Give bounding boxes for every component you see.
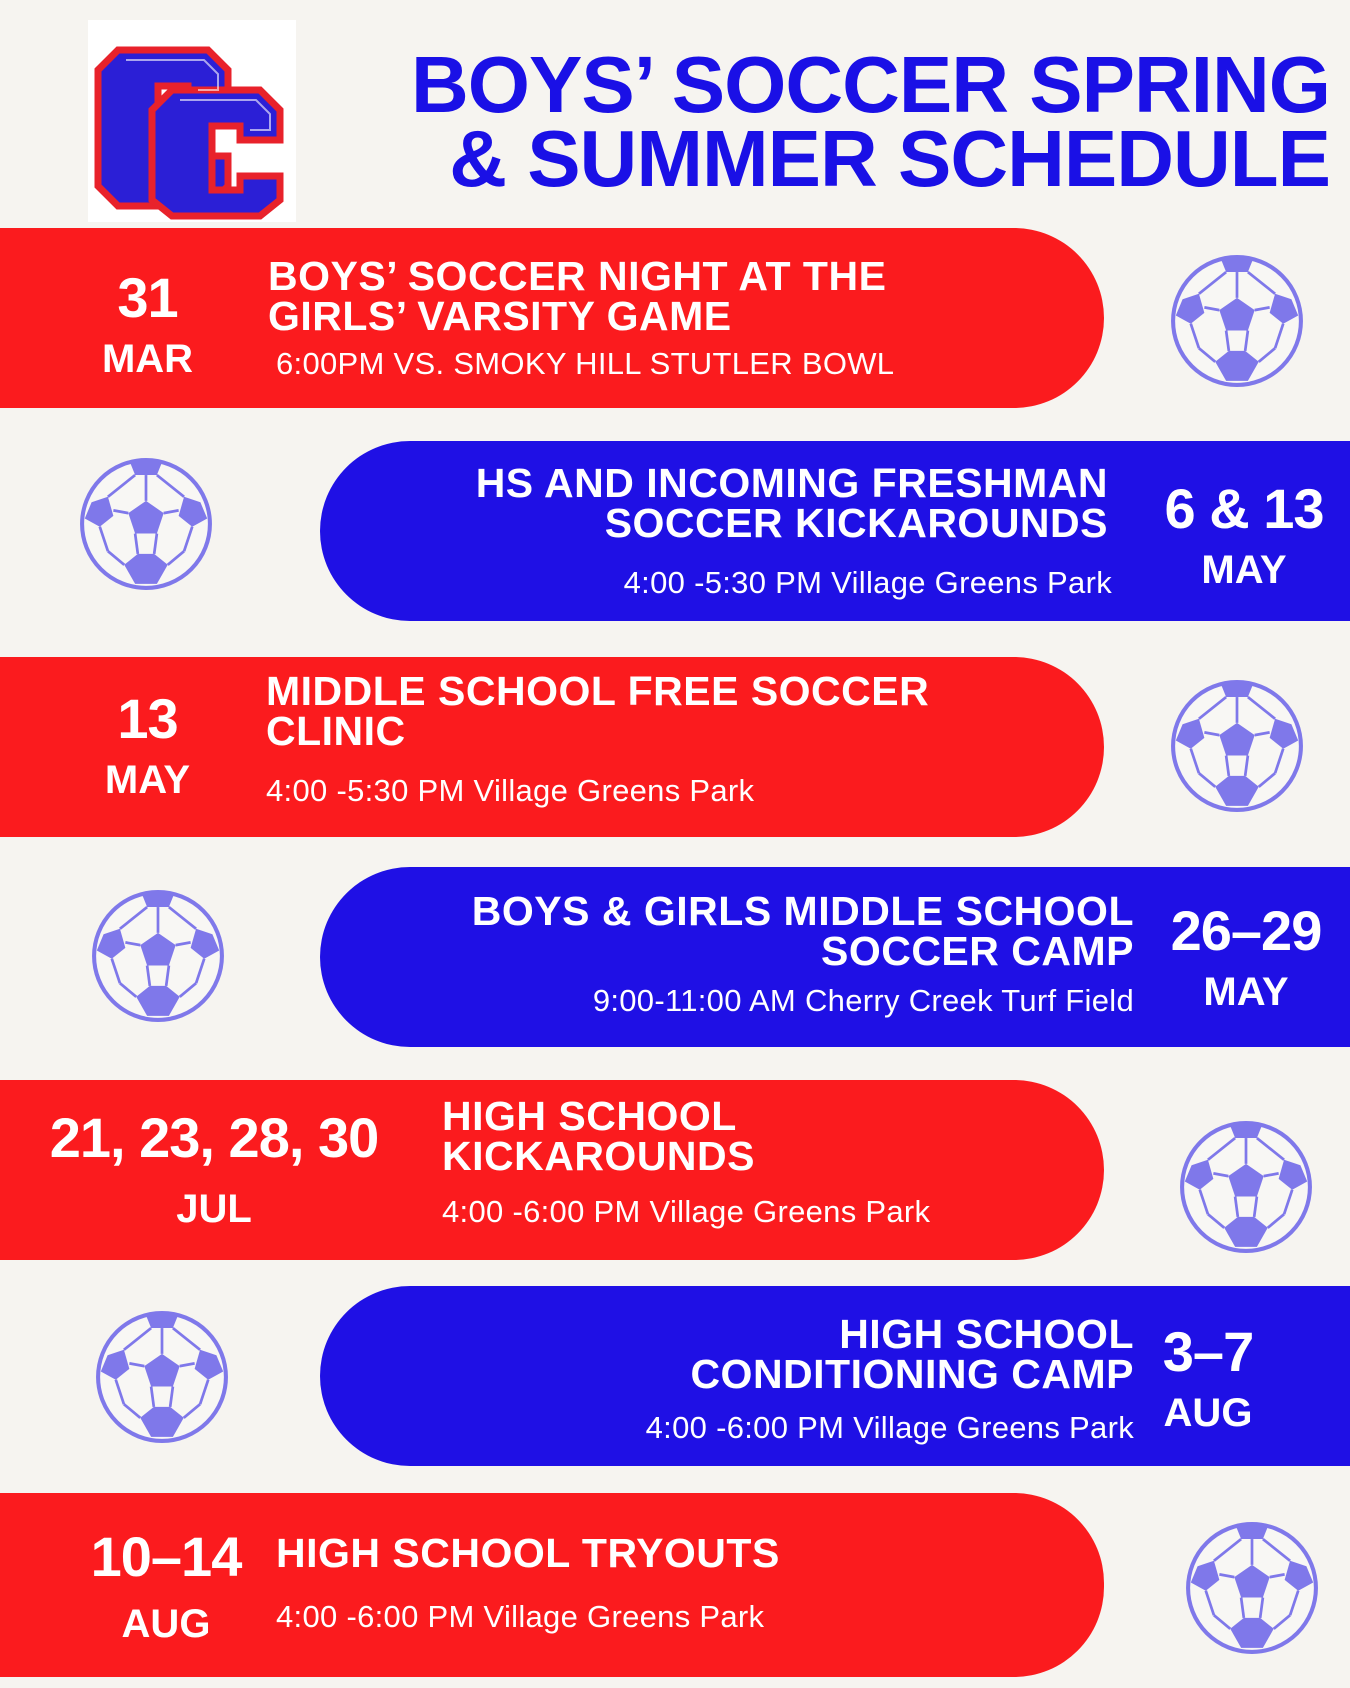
event-name-line-2: CONDITIONING CAMP	[690, 1351, 1134, 1397]
event-name-line-1: HS AND INCOMING FRESHMAN	[475, 460, 1108, 506]
event-name-line-1: MIDDLE SCHOOL FREE SOCCER	[266, 668, 930, 714]
event-banner-7	[0, 1493, 1104, 1677]
soccer-ball-icon	[1184, 1520, 1320, 1656]
event-day: 3–7	[1162, 1320, 1254, 1383]
event-day: 6 & 13	[1164, 477, 1324, 540]
event-details	[471, 888, 1134, 1019]
event-info: 4:00 -5:30 PM Village Greens Park	[266, 773, 755, 808]
event-info: 4:00 -6:00 PM Village Greens Park	[645, 1410, 1134, 1445]
event-name-line-2: CLINIC	[266, 708, 406, 754]
event-month: MAR	[101, 337, 194, 381]
event-details	[266, 668, 930, 809]
event-info: 4:00 -5:30 PM Village Greens Park	[623, 565, 1112, 600]
event-banner-6	[320, 1286, 1350, 1466]
event-info: 6:00PM VS. SMOKY HILL STUTLER BOWL	[276, 346, 895, 381]
event-banner-4	[320, 867, 1350, 1047]
event-name-line-1: HIGH SCHOOL TRYOUTS	[276, 1530, 780, 1576]
soccer-ball-icon	[1178, 1119, 1314, 1255]
event-banner-5	[0, 1080, 1104, 1260]
event-day: 26–29	[1170, 899, 1322, 962]
school-logo	[88, 20, 296, 222]
event-month: MAY	[1201, 548, 1287, 592]
event-date	[1144, 479, 1344, 593]
event-banner-2	[320, 441, 1350, 621]
event-month: MAY	[1203, 970, 1289, 1014]
event-banner-3	[0, 657, 1104, 837]
event-month: JUL	[176, 1187, 252, 1231]
event-info: 9:00-11:00 AM Cherry Creek Turf Field	[592, 983, 1134, 1018]
event-info: 4:00 -6:00 PM Village Greens Park	[442, 1194, 931, 1229]
event-name-line-2: KICKAROUNDS	[442, 1133, 755, 1179]
event-month: AUG	[1163, 1391, 1253, 1435]
page-title	[330, 40, 1330, 203]
title-line-2: & SUMMER SCHEDULE	[449, 114, 1330, 203]
event-date	[40, 689, 255, 803]
event-day: 10–14	[90, 1525, 242, 1588]
event-date	[76, 1527, 256, 1647]
soccer-ball-icon	[90, 888, 226, 1024]
event-month: AUG	[121, 1602, 211, 1646]
event-details	[276, 1530, 780, 1635]
event-date	[14, 1108, 414, 1232]
event-details	[645, 1311, 1134, 1446]
soccer-ball-icon	[94, 1309, 230, 1445]
event-details	[475, 460, 1112, 601]
event-month: MAY	[104, 758, 191, 802]
event-name-line-2: SOCCER CAMP	[820, 928, 1134, 974]
event-date	[1118, 1322, 1298, 1436]
event-day: 13	[117, 687, 178, 750]
event-info: 4:00 -6:00 PM Village Greens Park	[276, 1599, 765, 1634]
event-name-line-1: BOYS’ SOCCER NIGHT AT THE	[268, 253, 887, 299]
cc-logo-icon	[88, 20, 296, 222]
soccer-ball-icon	[1169, 253, 1305, 389]
event-details	[442, 1093, 931, 1230]
event-date	[40, 268, 255, 382]
event-date	[1146, 901, 1346, 1015]
event-name-line-1: HIGH SCHOOL	[442, 1093, 737, 1139]
title-line-1: BOYS’ SOCCER SPRING	[411, 40, 1330, 129]
event-day: 21, 23, 28, 30	[49, 1106, 379, 1169]
event-name-line-1: HIGH SCHOOL	[839, 1311, 1134, 1357]
event-name-line-2: GIRLS’ VARSITY GAME	[268, 293, 732, 339]
event-day: 31	[117, 266, 178, 329]
event-details	[268, 253, 895, 382]
event-name-line-2: SOCCER KICKAROUNDS	[604, 500, 1108, 546]
event-name-line-1: BOYS & GIRLS MIDDLE SCHOOL	[471, 888, 1134, 934]
soccer-ball-icon	[78, 456, 214, 592]
event-banner-1	[0, 228, 1104, 408]
soccer-ball-icon	[1169, 678, 1305, 814]
